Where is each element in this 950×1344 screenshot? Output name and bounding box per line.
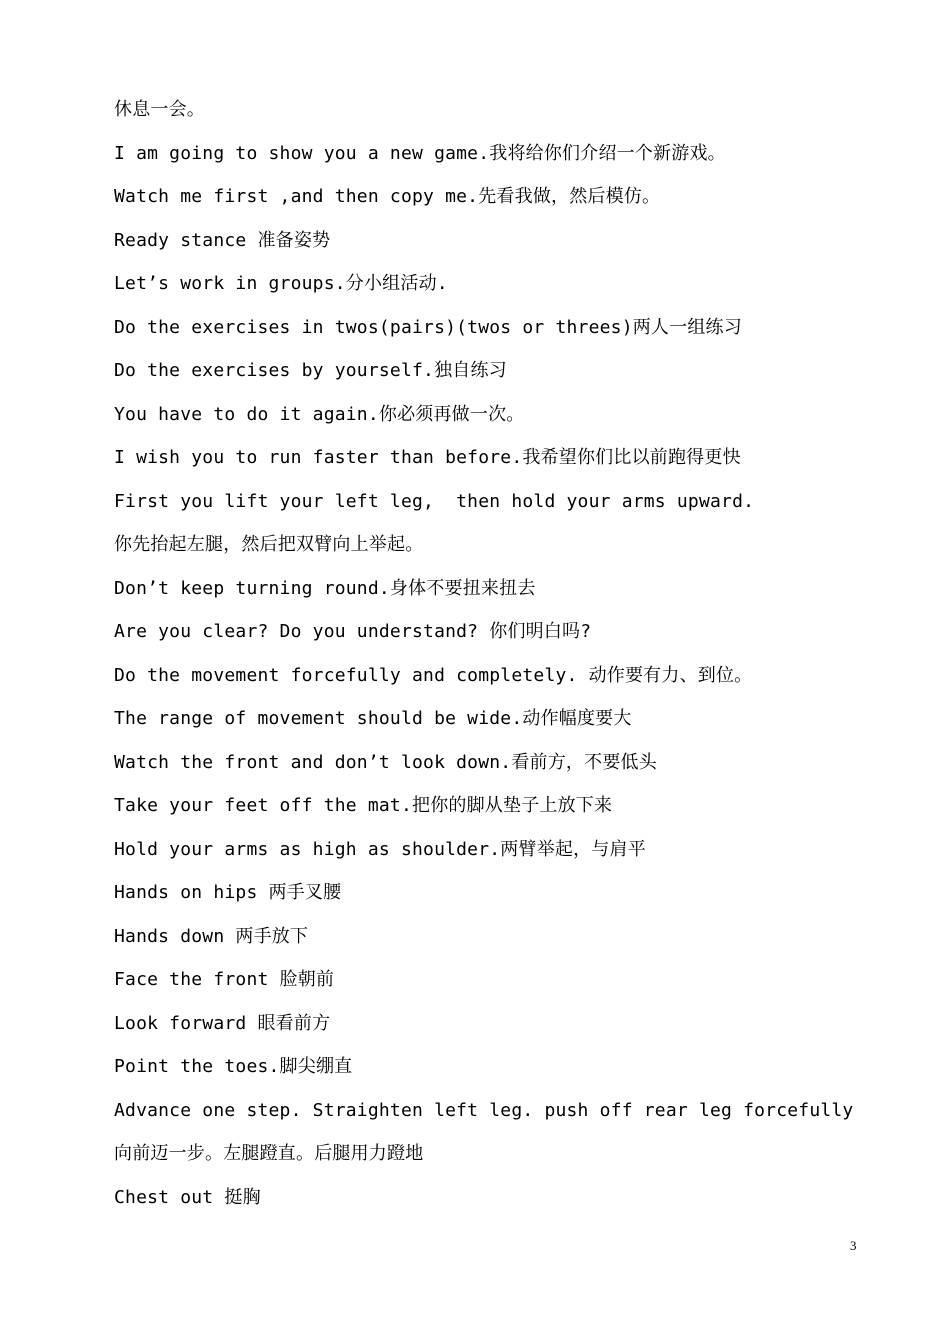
text-line: Hands down 两手放下 — [114, 925, 309, 947]
text-line: Don’t keep turning round.身体不要扭来扭去 — [114, 577, 536, 599]
text-line: First you lift your left leg, then hold your arms upward. — [114, 490, 755, 512]
text-line: Look forward 眼看前方 — [114, 1012, 331, 1034]
page-number: 3 — [850, 1238, 857, 1253]
text-line: Do the exercises in twos(pairs)(twos or threes)两人一组练习 — [114, 316, 742, 338]
text-line: Are you clear? Do you understand? 你们明白吗? — [114, 621, 592, 642]
text-line: Face the front 脸朝前 — [114, 969, 335, 990]
text-line: Do the exercises by yourself.独自练习 — [114, 360, 507, 381]
text-line: Hold your arms as high as shoulder.两臂举起，与肩平 — [114, 838, 646, 860]
text-line: Hands on hips 两手叉腰 — [114, 882, 342, 903]
text-line: Let’s work in groups.分小组活动. — [114, 273, 448, 294]
text-line: Watch the front and don’t look down.看前方，不要低头 — [114, 751, 657, 773]
text-line: The range of movement should be wide.动作幅度要大 — [114, 708, 632, 729]
text-line: Watch me first ,and then copy me.先看我做，然后模仿。 — [114, 186, 661, 207]
text-line: Do the movement forcefully and completely. 动作要有力、到位。 — [114, 664, 753, 686]
text-line: I am going to show you a new game.我将给你们介绍一个新游戏。 — [114, 142, 726, 164]
text-line: Chest out 挺胸 — [114, 1186, 261, 1208]
text-line: 向前迈一步。左腿蹬直。后腿用力蹬地 — [114, 1143, 424, 1164]
text-line: 休息一会。 — [114, 99, 205, 120]
text-line: Take your feet off the mat.把你的脚从垫子上放下来 — [114, 795, 613, 816]
text-line: Point the toes.脚尖绷直 — [114, 1056, 353, 1077]
document-body — [114, 88, 904, 1219]
text-line: You have to do it again.你必须再做一次。 — [114, 403, 525, 425]
text-line: I wish you to run faster than before.我希望你们比以前跑得更快 — [114, 447, 741, 468]
text-line: 你先抬起左腿，然后把双臂向上举起。 — [114, 534, 424, 555]
text-line: Ready stance 准备姿势 — [114, 229, 331, 251]
text-line: Advance one step. Straighten left leg. push off rear leg forcefully — [114, 1099, 854, 1121]
